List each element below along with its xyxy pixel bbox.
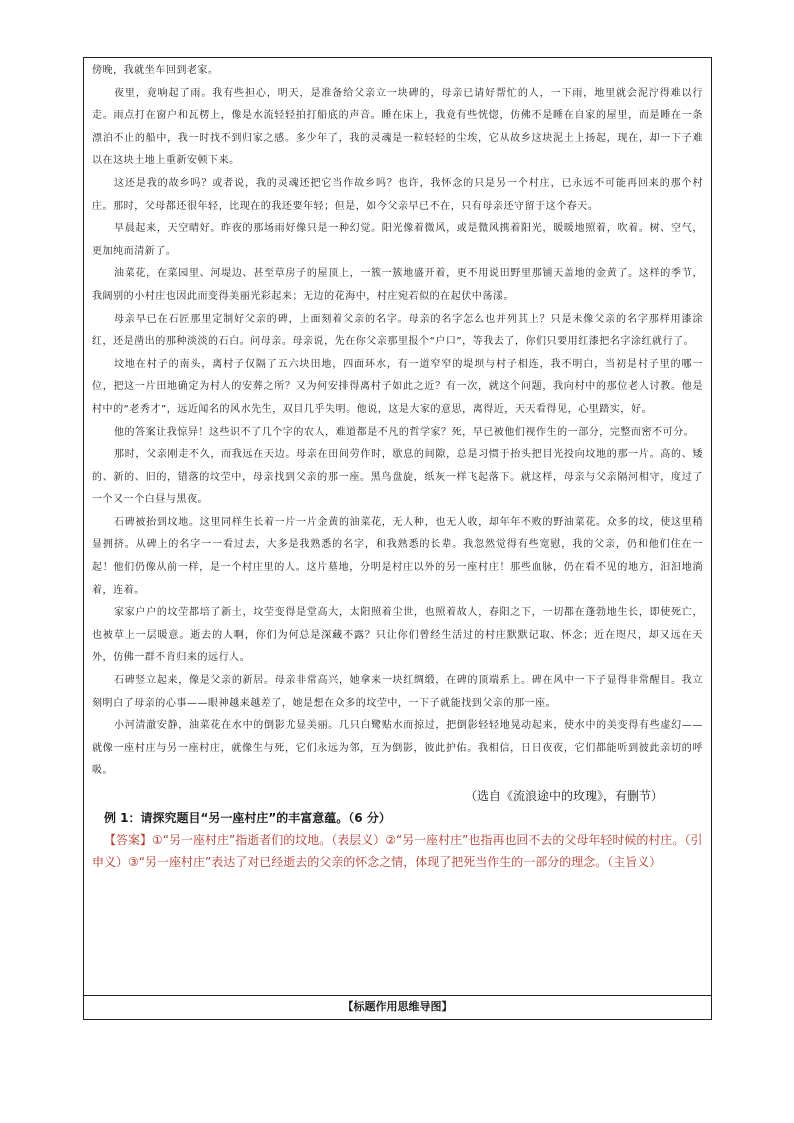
paragraph: 他的答案让我惊异！这些识不了几个字的农人，难道都是不凡的哲学家？死，早已被他们视作生的一部分，完整而密不可分。: [114, 426, 695, 438]
paragraph: 夜里，竟响起了雨。我有些担心，明天，是准备给父亲立一块碑的，母亲已请好帮忙的人，一下雨，地里就会泥泞得难以行走。雨点打在窗户和瓦楞上，像是水流轻轻拍打船底的声音。睡在床上，我竟有些恍惚，仿佛不是睡在自家的屋里，而是睡在一条漂泊不止的船中，我一时找不到归家之感。多少年了，我的灵魂是一粒轻轻的尘埃，它从故乡这块泥土上扬起，现在，却一下子难以在这块土地上重新安顿下来。: [92, 87, 703, 167]
paragraph: 石碑竖立起来，像是父亲的新居。母亲非常高兴，她拿来一块红绸缎，在碑的顶端系上。碑在风中一下子显得非常醒目。我立刻明白了母亲的心事——眼神越来越差了，她是想在众多的坟茔中，一下子就能找到父亲的那一座。: [92, 675, 703, 709]
paragraph: 小河清澈安静，油菜花在水中的倒影尤显美丽。几只白鹭贴水而掠过，把倒影轻轻地晃动起来，使水中的美变得有些虚幻——就像一座村庄与另一座村庄，就像生与死，它们永远为邻，互为倒影，彼此护佑。我相信，日日夜夜，它们都能听到彼此亲切的呼吸。: [92, 720, 703, 777]
reading-passage: [92, 60, 703, 873]
document-frame: [83, 57, 712, 1020]
paragraph: 傍晚，我就坐车回到老家。: [92, 65, 219, 76]
answer-text: 【答案】①“另一座村庄”指逝者们的坟地。（表层义）②“另一座村庄”也指再也回不去的父母年轻时候的村庄。（引申义）③“另一座村庄”表达了对已经逝去的父亲的怀念之情，体现了把死当作生的一部分的理念。（主旨义）: [92, 833, 703, 869]
paragraph: 母亲早已在石匠那里定制好父亲的碑，上面刻着父亲的名字。母亲的名字怎么也并列其上？只是未像父亲的名字那样用漆涂红，还是凿出的那种淡淡的石白。问母亲。母亲说，先在你父亲那里报个“户口”，等我去了，你们只要用红漆把名字涂红就行了。: [92, 313, 703, 348]
mindmap-heading: 【标题作用思维导图】: [342, 1000, 453, 1013]
paragraph: 那时，父亲刚走不久，而我远在天边。母亲在田间劳作时，歇息的间隙，总是习惯于抬头把目光投向坟地的那一片。高的、矮的、新的、旧的，错落的坟茔中，母亲找到父亲的那一座。黑鸟盘旋，纸灰一样飞起落下。就这样，母亲与父亲隔河相守，度过了一个又一个白昼与黑夜。: [92, 449, 703, 506]
paragraph: 石碑被抬到坟地。这里同样生长着一片一片金黄的油菜花，无人种，也无人收，却年年不败的野油菜花。众多的坟，使这里稍显拥挤。从碑上的名字一一看过去，大多是我熟悉的名字，和我熟悉的长辈。我忽然觉得有些宽慰，我的父亲，仍和他们住在一起！他们仍像从前一样，是一个村庄里的人。这片墓地，分明是村庄以外的另一座村庄！那些血脉，仍在看不见的地方，汩汩地淌着，连着。: [92, 516, 703, 596]
source-citation: （选自《流浪途中的玫瑰》，有删节）: [464, 789, 663, 803]
paragraph: 这还是我的故乡吗？或者说，我的灵魂还把它当作故乡吗？也许，我怀念的只是另一个村庄，已永远不可能再回来的那个村庄。那时，父母都还很年轻，比现在的我还要年轻；但是，如今父亲早已不在，只有母亲还守留于这个春天。: [92, 177, 703, 212]
paragraph: 油菜花，在菜园里、河堤边、甚至草房子的屋顶上，一簇一簇地盛开着，更不用说田野里那铺天盖地的金黄了。这样的季节，我阔别的小村庄也因此而变得美丽光彩起来；无边的花海中，村庄宛若似的在起伏中荡漾。: [92, 268, 703, 302]
paragraph: 早晨起来，天空晴好。昨夜的那场雨好像只是一种幻觉。阳光像着微风，或是微风携着阳光，暖暖地照着，吹着。树、空气，更加纯而清新了。: [92, 223, 703, 257]
paragraph: 坟地在村子的南头，离村子仅隔了五六块田地，四面环水，有一道窄窄的堤坝与村子相连，我不明白，当初是村子里的哪一位，把这一片田地确定为村人的安葬之所？又为何安排得离村子如此之近？有一次，就这个问题，我向村中的那位老人讨教。他是村中的“老秀才”，远近闻名的风水先生，双目几乎失明。他说，这是大家的意思，离得近，天天看得见，心里踏实，好。: [92, 358, 703, 415]
paragraph: 家家户户的坟茔都培了新土，坟茔变得是堂高大，太阳照着尘世，也照着故人，春阳之下，一切都在蓬勃地生长，即使死亡，也被草上一层暖意。逝去的人啊，你们为何总是深藏不露？只让你们曾经生活过的村庄默默记取、怀念；近在咫尺，却又远在天外，仿佛一群不肯归来的远行人。: [92, 607, 703, 664]
example-question: 例 1：请探究题目“另一座村庄”的丰富意蕴。（6 分）: [104, 811, 391, 825]
table-divider: [84, 995, 711, 996]
